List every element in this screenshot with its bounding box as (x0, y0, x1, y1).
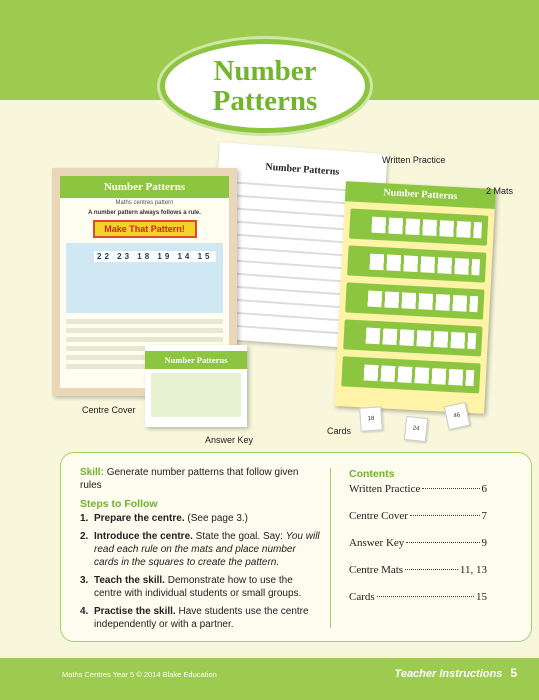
number-card: 46 (444, 402, 471, 430)
steps-heading: Steps to Follow (80, 498, 158, 510)
info-divider (330, 468, 331, 628)
centre-cover-numbers: 22 23 18 19 14 15 (94, 251, 216, 262)
contents-page: 7 (481, 510, 487, 522)
contents-page: 11, 13 (459, 564, 487, 576)
steps-list (80, 512, 320, 636)
leader-dots (410, 515, 480, 516)
step-number: 2. (80, 531, 89, 542)
contents-item-centre-mats (349, 564, 487, 591)
mat-row (343, 319, 482, 356)
footer-copyright: Maths Centres Year 5 © 2014 Blake Education (62, 670, 217, 679)
skill-text: Generate number patterns that follow given rules (80, 467, 299, 491)
step-number: 4. (80, 606, 89, 617)
contents-page: 15 (476, 591, 487, 603)
step-text: Have students use the centre independently or with a partner. (94, 606, 309, 630)
contents-page: 6 (481, 483, 487, 495)
contents-list (349, 483, 487, 618)
contents-label: Cards (349, 591, 375, 603)
step-text: State the goal. Say: (192, 531, 286, 542)
step-text: Demonstrate how to use the centre with individual students or small groups. (94, 575, 302, 599)
step-heading: Prepare the centre. (94, 513, 185, 524)
answer-key-title: Number Patterns (145, 351, 247, 369)
centre-cover-rule: A number pattern always follows a rule. (88, 210, 201, 216)
leader-dots (377, 596, 474, 597)
contents-item-centre-cover (349, 510, 487, 537)
leader-dots (422, 488, 479, 489)
contents-item-written-practice (349, 483, 487, 510)
centre-cover-illustration (66, 243, 223, 313)
step-item (80, 605, 320, 631)
mat-row (345, 282, 484, 319)
footer-section (395, 666, 517, 680)
leader-dots (405, 569, 458, 570)
mats-title: Number Patterns (345, 181, 496, 209)
answer-key-illustration (151, 373, 241, 417)
step-heading: Practise the skill. (94, 606, 176, 617)
step-quote: You will read each rule on the mats and place number cards in the squares to create the pattern. (94, 531, 320, 568)
step-text: (See page 3.) (184, 513, 248, 524)
caption-centre-cover: Centre Cover (82, 405, 136, 415)
mats-image (334, 181, 496, 414)
footer-section-title: Teacher Instructions (394, 668, 503, 680)
caption-answer-key: Answer Key (205, 435, 254, 445)
contents-page: 9 (481, 537, 487, 549)
contents-item-answer-key (349, 537, 487, 564)
caption-cards: Cards (327, 426, 352, 436)
step-item (80, 512, 320, 525)
number-card: 18 (359, 406, 383, 431)
mat-row (341, 356, 480, 393)
step-heading: Introduce the centre. (94, 531, 193, 542)
step-heading: Teach the skill. (94, 575, 165, 586)
skill-statement (80, 466, 320, 492)
centre-cover-banner: Make That Pattern! (93, 220, 197, 238)
contents-label: Answer Key (349, 537, 405, 549)
mat-row (349, 209, 488, 246)
skill-label: Skill: (80, 467, 104, 478)
contents-item-cards (349, 591, 487, 618)
number-card: 24 (404, 416, 428, 442)
contents-label: Centre Cover (349, 510, 408, 522)
page-title-line-1: Number (213, 55, 317, 87)
mat-row (347, 245, 486, 282)
step-number: 1. (80, 513, 89, 524)
caption-written-practice: Written Practice (382, 155, 446, 165)
contents-label: Centre Mats (349, 564, 404, 576)
centre-cover-subtitle: Maths centres pattern (115, 200, 174, 206)
step-number: 3. (80, 575, 89, 586)
contents-heading: Contents (349, 468, 395, 480)
written-practice-sheet-title: Number Patterns (265, 161, 340, 178)
contents-label: Written Practice (349, 483, 421, 495)
step-item (80, 530, 320, 569)
title-oval (160, 39, 370, 133)
page-title-line-2: Patterns (212, 85, 318, 117)
answer-key-image (145, 345, 247, 427)
page-number: 5 (510, 666, 517, 680)
centre-cover-title: Number Patterns (60, 176, 229, 198)
step-item (80, 574, 320, 600)
caption-mats: 2 Mats (486, 186, 514, 196)
leader-dots (406, 542, 479, 543)
